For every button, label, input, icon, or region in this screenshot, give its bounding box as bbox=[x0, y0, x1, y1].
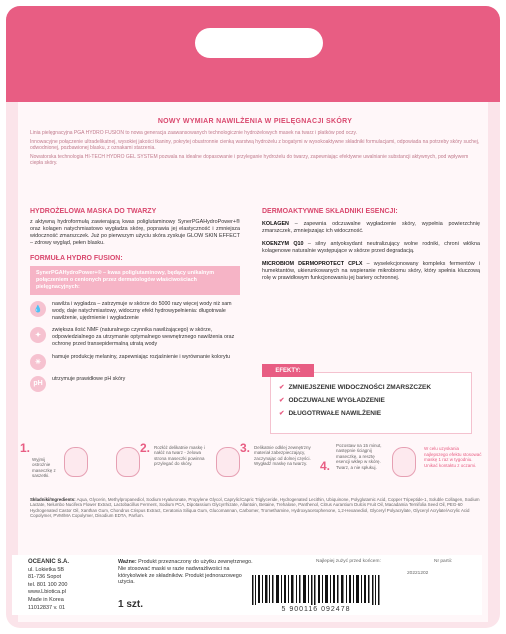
step-2 bbox=[116, 441, 216, 491]
face-illustration-icon bbox=[216, 447, 240, 477]
effect-item: ✔ DŁUGOTRWAŁE NAWILŻENIE bbox=[279, 410, 382, 417]
intro-text bbox=[30, 130, 480, 169]
lot-label: Nr partii: bbox=[434, 559, 453, 564]
phone: tel. 801 100 200 bbox=[28, 581, 68, 588]
address-line: ul. Lokietka 5B bbox=[28, 566, 65, 573]
important-note bbox=[118, 559, 258, 586]
step-text: Pozostaw na 15 minut, następnie ściągnij maseczkę, a resztę esencji wklep w skórę. Twarz, a nie spłukuj. bbox=[336, 443, 382, 470]
step-4 bbox=[320, 441, 420, 491]
feature-item bbox=[30, 376, 240, 392]
important-label: Ważne: bbox=[118, 559, 137, 565]
feature-text: nawilża i wygładza – zatrzymuje w skórze do 5000 razy więcej wody niż sam wody, daje natychmiastowy, widoczny efekt hydrowypełnienia: długotrwale nawilżenie, ujędrnienie i wygładzenie bbox=[52, 301, 232, 321]
step-text: Rozłóż delikatnie maskę i nałóż na twarz - żelowa strona maseczki powinna przylegać do skóry. bbox=[154, 445, 205, 467]
company-info bbox=[28, 559, 69, 612]
ingredient-name: KOENZYM Q10 bbox=[262, 241, 304, 247]
ingredient-desc: – zapewnia odczuwalne wygładzenie skóry, wypełnia powierzchnię zmarszczek, zmniejszając ich widoczność. bbox=[262, 221, 480, 234]
step-number: 3. bbox=[240, 441, 251, 455]
check-icon: ✔ bbox=[279, 384, 285, 391]
step-3 bbox=[216, 441, 320, 491]
ingredients-title: DERMOAKTYWNE SKŁADNIKI ESENCJI: bbox=[262, 208, 398, 215]
step-number: 2. bbox=[140, 441, 151, 455]
quantity: 1 szt. bbox=[118, 599, 144, 610]
ingredient-desc: – wyselekcjonowany kompleks fermentów i humektantów, ukierunkowanych na wspieranie mikrobiomu skóry, który spełnia kluczową rolę w prawidłowym funkcjonowaniu jej bariery ochronnej. bbox=[262, 261, 481, 281]
hang-hole bbox=[195, 28, 323, 58]
usage-steps bbox=[20, 441, 490, 491]
effects-label: EFEKTY: bbox=[262, 364, 314, 377]
intro-paragraph-1: Linia pielęgnacyjna PGA HYDRO FUSION to nowa generacja zaawansowanych technologicznie hydrożelowych masek na twarz i płatków pod oczy. bbox=[30, 130, 358, 136]
effect-item: ✔ ZMNIEJSZENIE WIDOCZNOŚCI ZMARSZCZEK bbox=[279, 384, 432, 391]
footer bbox=[12, 555, 482, 615]
ingredient-q10 bbox=[262, 241, 480, 255]
ingredients-text: Aqua, Glycerin, Methylpropanediol, Sodium Hyaluronate, Propylene Glycol, Caprylic/Capric Triglyceride, Hydrogenated Lecithin, Ubiquinone, Polyglutamic Acid, Copper Tripeptide-1, Soluble Collagen, Sodium Lactate, Nelumbo Nucifera Flower Extract, Lactobacillus Ferment, Sodium PCA, Dipotassium Glycyrrhizate, Allantoin, Betaine, Trehalose, Panthenol, Citrus Aurantium Dulcis Fruit Oil, Macadamia Ternifolia Seed Oil, PEG-60 Hydrogenated Castor Oil, Xanthan Gum, Chondrus Crispus Extract, Ceratonia Siliqua Gum, Glucomannan, Carbomer, Tromethamine, Hydroxyacetophenone, 1,2-Hexanediol, Glyceryl Polyacrylate, Glyceryl Acrylate/Acrylic Acid Copolymer, PVM/MA Copolymer, Disodium EDTA, Parfum. bbox=[30, 497, 480, 519]
feature-text: utrzymuje prawidłowe pH skóry bbox=[52, 375, 126, 382]
face-illustration-icon bbox=[116, 447, 140, 477]
mask-description: z aktywną hydroformułą zawierającą kwas poliglutaminowy SynerPGAHydroPower+® oraz kolagen natychmiastowo wygładza skórę, poprawia jej elastyczność i zmniejsza widoczność zmarszczek. Już po pierwszym użyciu skóra zyskuje GLOW SKIN EFFECT – zdrowy wygląd, pełen blasku. bbox=[30, 219, 240, 246]
ingredient-collagen bbox=[262, 221, 480, 235]
feature-text: zwiększa ilość NMF (naturalnego czynnika nawilżającego) w skórze, odpowiedzialnego za utrzymanie optymalnego wewnętrznego nawilżenia oraz ochronę przed transepidermalną utratą wody bbox=[52, 327, 235, 347]
mask-title: HYDROŻELOWA MASKA DO TWARZY bbox=[30, 208, 157, 215]
product-code: 11012837 v. 01 bbox=[28, 604, 66, 611]
step-text: Wyjmij ostrożnie maseczkę z saszetki. bbox=[32, 457, 56, 479]
step-number: 4. bbox=[320, 459, 331, 473]
effect-item: ✔ ODCZUWALNE WYGŁADZENIE bbox=[279, 397, 385, 404]
main-heading: NOWY WYMIAR NAWILŻENIA W PIELĘGNACJI SKÓRY bbox=[157, 118, 353, 125]
sun-icon: ☀ bbox=[30, 354, 46, 370]
address-line: 81-736 Sopot bbox=[28, 574, 62, 581]
website: www.Lbiotica.pl bbox=[28, 589, 66, 596]
formula-title: FORMUŁA HYDRO FUSION: bbox=[30, 255, 123, 262]
step-1 bbox=[20, 441, 110, 491]
nmf-icon: ✦ bbox=[30, 327, 46, 343]
effects-box bbox=[270, 372, 472, 434]
right-column bbox=[262, 208, 480, 282]
feature-text: hamuje produkcję melaniny, zapewniając rozjaśnienie i wyrównanie kolorytu bbox=[52, 353, 231, 360]
barcode-number: 5 900116 092478 bbox=[281, 606, 351, 613]
ph-icon: pH bbox=[30, 376, 46, 392]
important-text: Produkt przeznaczony do użytku zewnętrznego. Nie stosować maski w razie nadwrażliwości na którykolwiek ze składników. Produkt jednorazowego użycia. bbox=[118, 559, 253, 586]
check-icon: ✔ bbox=[279, 410, 285, 417]
face-illustration-icon bbox=[64, 447, 88, 477]
ingredient-desc: – silny antyoksydant neutralizujący wolne rodniki, chroni włókna kolagenowe naturalnie występujące w skórze przed degradacją. bbox=[262, 241, 480, 254]
ingredients-list bbox=[30, 497, 480, 519]
face-illustration-icon bbox=[392, 447, 416, 477]
check-icon: ✔ bbox=[279, 397, 285, 404]
intro-paragraph-3: Nowatorska technologia HI-TECH HYDRO GEL SYSTEM pozwala na idealne dopasowanie i przyleganie hydrożelu do twarzy, zapewniając efektywne uwalnianie substancji aktywnych, pod wpływem ciepła skóry. bbox=[30, 153, 469, 167]
company-name: OCEANIC S.A. bbox=[28, 559, 70, 565]
drop-icon: 💧 bbox=[30, 301, 46, 317]
step-number: 1. bbox=[20, 441, 31, 455]
barcode-icon bbox=[248, 575, 384, 605]
feature-item bbox=[30, 301, 240, 321]
ingredient-name: KOLAGEN bbox=[262, 221, 289, 227]
intro-paragraph-2: Innowacyjne połączenie ultradelikatnej, wysokiej jakości tkaniny, pokrytej obustronnie cienką warstwą hydrożelu z bogatymi w wysokoaktywne składniki formulacjami, odpowiada na potrzeby skóry suchej, odwodnionej, pozbawionej blasku, z oznakami starzenia. bbox=[30, 138, 480, 152]
left-column bbox=[30, 208, 240, 392]
ingredient-microbiom bbox=[262, 261, 480, 282]
feature-item bbox=[30, 354, 240, 370]
feature-item bbox=[30, 327, 240, 347]
best-before-label: Najlepiej zużyć przed końcem: bbox=[316, 559, 381, 564]
usage-warning: W celu uzyskania najlepszego efektu stosować maskę 1 raz w tygodniu. Unikać kontaktu z oczami. bbox=[424, 446, 482, 468]
step-text: Delikatnie odklej zewnętrzny materiał zabezpieczający, zaczynając od dolnej części. Wygładź maskę na twarzy. bbox=[254, 445, 311, 467]
lot-date: 20221202 bbox=[407, 571, 429, 576]
ingredient-name: MICROBIOM DERMOPROTECT CPLX bbox=[262, 261, 363, 267]
ingredients-label: Składniki/Ingredients: bbox=[30, 497, 76, 502]
formula-box: SynerPGAHydroPower+® – kwas poliglutaminowy, będący unikalnym połączeniem o cenionych przez dermatologów właściwościach pielęgnacyjnych: bbox=[30, 266, 240, 295]
origin: Made in Korea bbox=[28, 596, 64, 603]
